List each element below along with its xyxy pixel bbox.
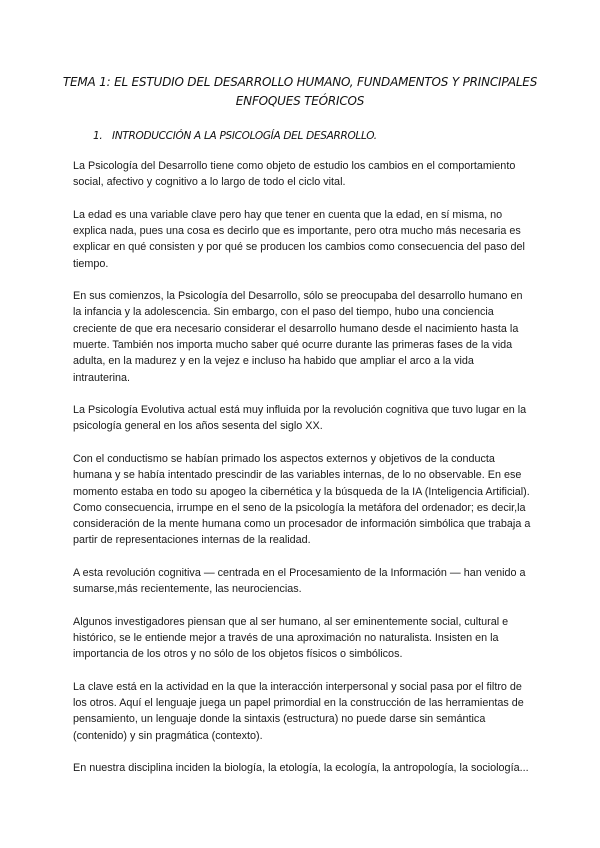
section-number: 1. xyxy=(93,130,103,142)
document-title xyxy=(60,73,540,111)
paragraph: Con el conductismo se habían primado los aspectos externos y objetivos de la conducta humana y se había intentado prescindir de las variables internas, de lo no observable. En ese momento estaba en todo su apogeo la cibernética y la búsqueda de la IA (Inteligencia Artificial). Como consecuencia, irrumpe en el seno de la psicología la metáfora del ordenador; es decir,la consideración de la mente humana como un procesador de información simbólica que trabaja a partir de representaciones internas de la realidad. xyxy=(73,452,531,547)
paragraph: La clave está en la actividad en la que la interacción interpersonal y social pasa por el filtro de los otros. Aquí el lenguaje juega un papel primordial en la construcción de las herramientas de pensamiento, un lenguaje donde la sintaxis (estructura) no puede darse sin semántica (contenido) y sin pragmática (contexto). xyxy=(73,680,524,742)
paragraph: A esta revolución cognitiva — centrada en el Procesamiento de la Información — han venido a sumarse,más recientemente, las neurociencias. xyxy=(73,566,526,596)
paragraph: Algunos investigadores piensan que al ser humano, al ser eminentemente social, cultural e histórico, se le entiende mejor a través de una aproximación no naturalista. Insisten en la importancia de los otros y no sólo de los objetos físicos o simbólicos. xyxy=(73,615,509,661)
paragraph: En nuestra disciplina inciden la biología, la etología, la ecología, la antropología, la sociología... xyxy=(73,762,529,775)
paragraph: La Psicología del Desarrollo tiene como objeto de estudio los cambios en el comportamiento social, afectivo y cognitivo a lo largo de todo el ciclo vital. xyxy=(73,160,516,189)
document-title-line-1: TEMA 1: EL ESTUDIO DEL DESARROLLO HUMANO, FUNDAMENTOS Y PRINCIPALES xyxy=(62,75,538,89)
paragraph: La edad es una variable clave pero hay que tener en cuenta que la edad, en sí misma, no explica nada, pues una cosa es decirlo que es importante, pero otra mucho más necesaria es explicar en qué consisten y por qué se producen los cambios como consecuencia del paso del tiempo. xyxy=(73,208,525,270)
document-body xyxy=(73,158,531,793)
section-heading xyxy=(93,128,533,144)
paragraph: La Psicología Evolutiva actual está muy influida por la revolución cognitiva que tuvo lugar en la psicología general en los años sesenta del siglo XX. xyxy=(73,404,527,433)
paragraph: En sus comienzos, la Psicología del Desarrollo, sólo se preocupaba del desarrollo humano en la infancia y la adolescencia. Sin embargo, con el paso del tiempo, hubo una conciencia creciente de que era necesario considerar el desarrollo humano desde el nacimiento hasta la muerte. También nos importa mucho saber qué ocurre durante las primeras fases de la vida adulta, en la madurez y en la vejez e incluso ha habido que ampliar el arco a la vida intrauterina. xyxy=(73,290,523,384)
section-title: INTRODUCCIÓN A LA PSICOLOGÍA DEL DESARROLLO. xyxy=(112,130,377,142)
document-title-line-2: ENFOQUES TEÓRICOS xyxy=(235,94,365,108)
